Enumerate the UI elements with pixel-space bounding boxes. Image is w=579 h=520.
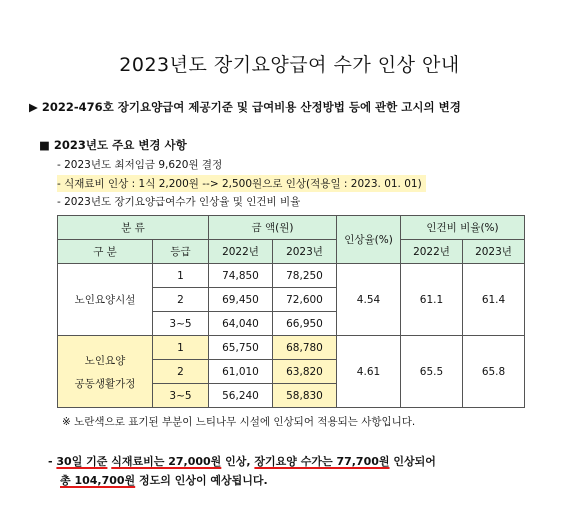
summary-basis: 30일 기준 — [56, 455, 108, 468]
amount-2023-cell: 68,780 — [273, 336, 337, 360]
fee-table — [57, 215, 525, 408]
labor-2022-cell: 65.5 — [401, 336, 463, 408]
header-labor-2023: 2023년 — [463, 240, 525, 264]
header-grade: 등급 — [153, 240, 209, 264]
amount-2023-cell: 78,250 — [273, 264, 337, 288]
rate-cell: 4.61 — [337, 336, 401, 408]
rate-cell: 4.54 — [337, 264, 401, 336]
bullet-minimum-wage: - 2023년도 최저임금 9,620원 결정 — [57, 159, 223, 171]
grade-cell: 2 — [153, 288, 209, 312]
bullet-rate-intro: - 2023년도 장기요양급여수가 인상율 및 인건비 비율 — [57, 196, 301, 208]
labor-2023-cell: 65.8 — [463, 336, 525, 408]
bullet-meal-cost: - 식재료비 인상 : 1식 2,200원 --> 2,500원으로 인상(적용일 : 2023. 01. 01) — [57, 175, 426, 192]
summary-line-1 — [48, 453, 436, 469]
labor-2022-cell: 61.1 — [401, 264, 463, 336]
header-type: 구 분 — [58, 240, 153, 264]
amount-2022-cell: 65,750 — [209, 336, 273, 360]
grade-cell: 3~5 — [153, 384, 209, 408]
amount-2022-cell: 61,010 — [209, 360, 273, 384]
amount-2023-cell: 58,830 — [273, 384, 337, 408]
summary-meal-increase: 식재료비는 27,000원 — [111, 455, 222, 468]
summary-dash: - — [48, 455, 57, 468]
summary-fee-increase: 장기요양 수가는 77,700원 — [254, 455, 390, 468]
table-row — [58, 336, 525, 360]
amount-2022-cell: 56,240 — [209, 384, 273, 408]
summary-tail: 정도의 인상이 예상됩니다. — [135, 474, 268, 487]
group-name-line1: 노인요양 — [84, 354, 126, 367]
footnote: ※ 노란색으로 표기된 부분이 느티나무 시설에 인상되어 적용되는 사항입니다. — [62, 416, 416, 428]
header-rate: 인상율(%) — [337, 216, 401, 264]
group-name-facility: 노인요양시설 — [58, 264, 153, 336]
amount-2022-cell: 69,450 — [209, 288, 273, 312]
group-name-group-home — [58, 336, 153, 408]
labor-2023-cell: 61.4 — [463, 264, 525, 336]
grade-cell: 1 — [153, 336, 209, 360]
grade-cell: 1 — [153, 264, 209, 288]
summary-sep: 인상되어 — [389, 455, 436, 468]
summary-line-2 — [60, 472, 268, 488]
header-2022: 2022년 — [209, 240, 273, 264]
header-labor-ratio: 인건비 비율(%) — [401, 216, 525, 240]
amount-2023-cell: 63,820 — [273, 360, 337, 384]
amount-2022-cell: 74,850 — [209, 264, 273, 288]
header-labor-2022: 2022년 — [401, 240, 463, 264]
grade-cell: 3~5 — [153, 312, 209, 336]
page-title: 2023년도 장기요양급여 수가 인상 안내 — [119, 54, 460, 76]
amount-2023-cell: 66,950 — [273, 312, 337, 336]
summary-sep: 인상, — [221, 455, 255, 468]
section-heading: ■ 2023년도 주요 변경 사항 — [39, 138, 187, 152]
summary-total: 총 104,700원 — [60, 474, 136, 487]
group-name-line2: 공동생활가정 — [74, 377, 136, 390]
header-amount: 금 액(원) — [209, 216, 337, 240]
header-category: 분 류 — [58, 216, 209, 240]
amount-2022-cell: 64,040 — [209, 312, 273, 336]
table-row — [58, 264, 525, 288]
amount-2023-cell: 72,600 — [273, 288, 337, 312]
grade-cell: 2 — [153, 360, 209, 384]
notice-subheading: ▶ 2022-476호 장기요양급여 제공기준 및 급여비용 산정방법 등에 관한 고시의 변경 — [29, 100, 461, 114]
header-2023: 2023년 — [273, 240, 337, 264]
